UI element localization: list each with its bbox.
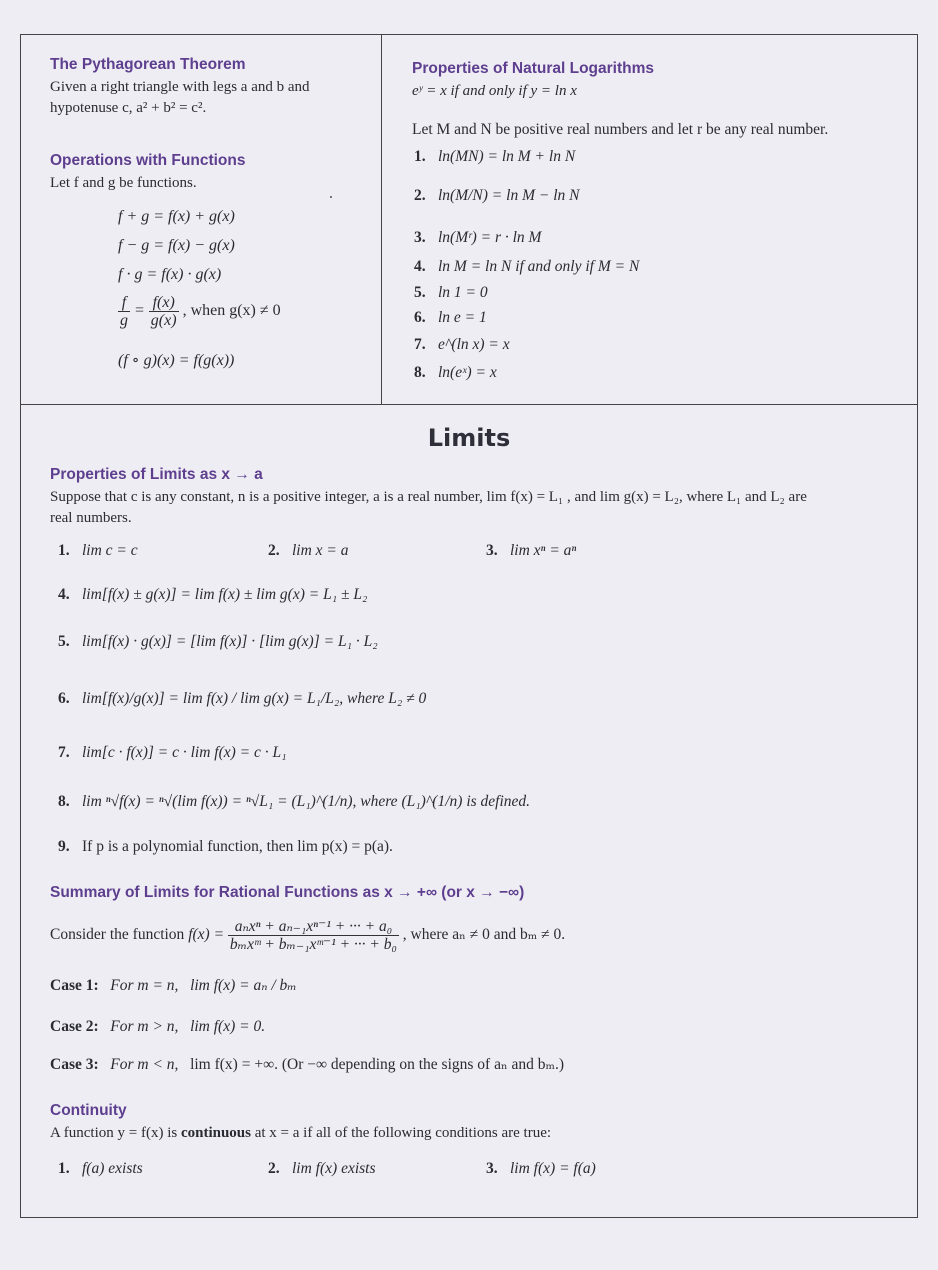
operations-intro: Let f and g be functions. — [50, 175, 197, 191]
rational-where: , where aₙ ≠ 0 and bₘ ≠ 0. — [402, 926, 566, 944]
limit-property-4: 4. lim[f(x) ± g(x)] = lim f(x) ± lim g(x) = L₁ ± L₂ — [58, 586, 368, 603]
limit-property-7: 7. lim[c · f(x)] = c · lim f(x) = c · L₁ — [58, 744, 287, 761]
log-property-1: 1. ln(MN) = ln M + ln N — [414, 148, 576, 165]
operations-eq-sum: f + g = f(x) + g(x) — [118, 208, 235, 225]
rational-case-3: Case 3: For m < n, lim f(x) = +∞. (Or −∞ depending on the signs of aₙ and bₘ.) — [50, 1056, 565, 1073]
pythagorean-line2: hypotenuse c, a² + b² = c². — [50, 100, 207, 116]
limits-properties-title: Properties of Limits as x → a — [50, 466, 263, 483]
pythagorean-section — [50, 56, 310, 119]
operations-eq-product: f · g = f(x) · g(x) — [118, 266, 222, 283]
log-property-6: 6. ln e = 1 — [414, 309, 487, 326]
rational-denominator: bₘxᵐ + bₘ₋₁xᵐ⁻¹ + ··· + b₀ — [229, 936, 397, 953]
log-property-4: 4. ln M = ln N if and only if M = N — [414, 258, 640, 275]
limit-property-5: 5. lim[f(x) · g(x)] = [lim f(x)] · [lim g(x)] = L₁ · L₂ — [58, 633, 378, 650]
quotient-rhs-den: g(x) — [150, 312, 177, 329]
rational-numerator: aₙxⁿ + aₙ₋₁xⁿ⁻¹ + ··· + a₀ — [228, 918, 399, 936]
rational-case-2: Case 2: For m > n, lim f(x) = 0. — [50, 1018, 266, 1035]
stray-mark — [330, 196, 332, 198]
continuity-term: continuous — [180, 1125, 251, 1141]
quotient-condition: , when g(x) ≠ 0 — [182, 302, 281, 320]
continuity-title: Continuity — [50, 1102, 127, 1119]
rational-title: Summary of Limits for Rational Functions as x → +∞ (or x → −∞) — [50, 884, 525, 901]
section-divider-horizontal — [20, 404, 918, 405]
logs-intro: Let M and N be positive real numbers and let r be any real number. — [412, 121, 829, 138]
operations-eq-quotient: $\frac{f}{g}$ = $\frac{f(x)}{g(x)}$ , when g(x) ≠ 0 — [120, 294, 281, 329]
rational-function-definition: Consider the function f(x) = $\frac{\text{aₙxⁿ + aₙ₋₁xⁿ⁻¹ + ··· + a₀}}{\text{bₘxᵐ + bₘ₋₁xᵐ⁻¹ + ··· + b₀}}$ , where aₙ ≠ 0 and bₘ ≠ 0. — [50, 918, 566, 953]
logs-title: Properties of Natural Logarithms — [412, 60, 655, 77]
limits-properties-section — [50, 466, 807, 529]
rational-case-1: Case 1: For m = n, lim f(x) = aₙ / bₘ — [50, 977, 297, 994]
limit-property-2: 2. lim x = a — [268, 542, 349, 559]
quotient-lhs-num: f — [118, 294, 130, 312]
quotient-lhs-den: g — [120, 312, 128, 329]
section-divider-vertical — [381, 34, 382, 405]
log-property-7: 7. e^(ln x) = x — [414, 336, 510, 353]
operations-title: Operations with Functions — [50, 152, 246, 169]
continuity-section — [50, 1102, 551, 1144]
log-property-2: 2. ln(M/N) = ln M − ln N — [414, 187, 580, 204]
continuity-condition-1: 1. f(a) exists — [58, 1160, 143, 1177]
operations-eq-difference: f − g = f(x) − g(x) — [118, 237, 235, 254]
limits-intro-line1: Suppose that c is any constant, n is a positive integer, a is a real number, lim f(x) = L₁ , and lim g(x) = L₂, where L₁ and L₂ are — [50, 489, 807, 505]
log-property-5: 5. ln 1 = 0 — [414, 284, 488, 301]
limits-heading: Limits — [427, 424, 511, 452]
rational-section — [50, 884, 524, 905]
continuity-condition-2: 2. lim f(x) exists — [268, 1160, 376, 1177]
limit-property-1: 1. lim c = c — [58, 542, 138, 559]
logs-definition: eʸ = x if and only if y = ln x — [412, 83, 577, 99]
limit-property-9: 9. If p is a polynomial function, then lim p(x) = p(a). — [58, 838, 393, 855]
operations-eq-composition: (f ∘ g)(x) = f(g(x)) — [118, 352, 235, 369]
log-property-3: 3. ln(Mʳ) = r · ln M — [414, 229, 542, 246]
limit-property-8: 8. lim ⁿ√f(x) = ⁿ√(lim f(x)) = ⁿ√L₁ = (L₁)^(1/n), where (L₁)^(1/n) is defined. — [58, 793, 531, 810]
rational-consider-label: Consider the function — [50, 926, 185, 944]
limit-property-3: 3. lim xⁿ = aⁿ — [486, 542, 577, 559]
pythagorean-line1: Given a right triangle with legs a and b and — [50, 79, 310, 95]
logs-section — [412, 60, 654, 102]
limits-intro-line2: real numbers. — [50, 510, 132, 526]
limit-property-6: 6. lim[f(x)/g(x)] = lim f(x) / lim g(x) = L₁/L₂, where L₂ ≠ 0 — [58, 690, 427, 707]
pythagorean-title: The Pythagorean Theorem — [50, 56, 246, 73]
quotient-rhs-num: f(x) — [149, 294, 179, 312]
continuity-condition-3: 3. lim f(x) = f(a) — [486, 1160, 596, 1177]
continuity-intro: A function y = f(x) is continuous at x = a if all of the following conditions are true: — [50, 1125, 552, 1141]
operations-section — [50, 152, 245, 194]
log-property-8: 8. ln(eˣ) = x — [414, 364, 497, 381]
